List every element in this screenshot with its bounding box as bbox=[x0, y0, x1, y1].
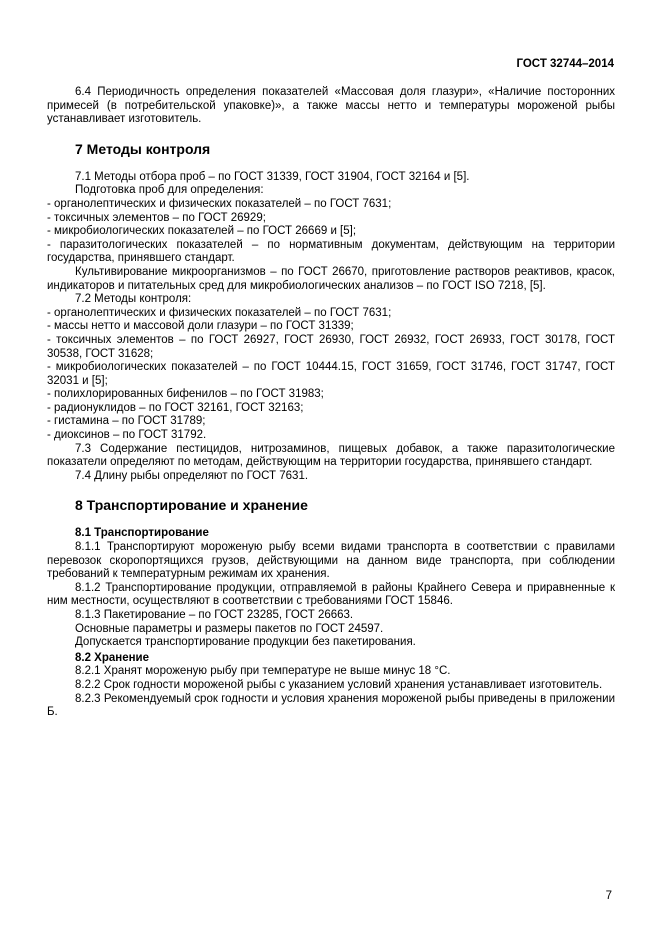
paragraph: 7.3 Содержание пестицидов, нитрозаминов, пищевых добавок, а также паразитологические показатели определяют по методам, действующим на территории государства, принявшего стандарт. bbox=[47, 442, 615, 469]
paragraph: 8.2.3 Рекомендуемый срок годности и условия хранения мороженой рыбы приведены в приложении Б. bbox=[47, 692, 615, 719]
section-heading: 8 Транспортирование и хранение bbox=[75, 497, 308, 514]
paragraph: Подготовка проб для определения: bbox=[75, 184, 264, 197]
paragraph: Культивирование микроорганизмов – по ГОСТ 26670, приготовление растворов реактивов, красок, индикаторов и питательных сред для микробиологических анализов – по ГОСТ ISO 7218, [5]. bbox=[47, 265, 615, 292]
list-item: - органолептических и физических показателей – по ГОСТ 7631; bbox=[47, 197, 392, 210]
list-item: - токсичных элементов – по ГОСТ 26927, ГОСТ 26930, ГОСТ 26932, ГОСТ 26933, ГОСТ 30178, ГОСТ 30538, ГОСТ 31628; bbox=[47, 333, 615, 360]
paragraph: 6.4 Периодичность определения показателей «Массовая доля глазури», «Наличие посторонних примесей (в потребительской упаковке)», а также массы нетто и температуры мороженой рыбы устанавливает изготовитель. bbox=[47, 86, 615, 126]
paragraph: 8.1.2 Транспортирование продукции, отправляемой в районы Крайнего Севера и приравненные к ним местности, осуществляют в соответствии с требованиями ГОСТ 15846. bbox=[47, 581, 615, 608]
list-item: - органолептических и физических показателей – по ГОСТ 7631; bbox=[47, 306, 392, 319]
list-item: - паразитологических показателей – по нормативным документам, действующим на территории государства, принявшего стандарт. bbox=[47, 238, 615, 265]
document-header-standard-number: ГОСТ 32744–2014 bbox=[516, 58, 614, 70]
paragraph: 7.2 Методы контроля: bbox=[75, 293, 192, 306]
subsection-heading: 8.1 Транспортирование bbox=[75, 527, 209, 540]
list-item: - микробиологических показателей – по ГОСТ 26669 и [5]; bbox=[47, 225, 357, 238]
paragraph: Допускается транспортирование продукции без пакетирования. bbox=[75, 636, 416, 649]
document-body bbox=[47, 86, 615, 720]
paragraph: 8.2.2 Срок годности мороженой рыбы с указанием условий хранения устанавливает изготовитель. bbox=[75, 678, 603, 691]
list-item: - гистамина – по ГОСТ 31789; bbox=[47, 415, 206, 428]
paragraph: 8.1.3 Пакетирование – по ГОСТ 23285, ГОСТ 26663. bbox=[75, 609, 354, 621]
paragraph: Основные параметры и размеры пакетов по ГОСТ 24597. bbox=[75, 622, 384, 635]
paragraph: 8.1.1 Транспортируют мороженую рыбу всеми видами транспорта в соответствии с правилами перевозок скоропортящихся грузов, действующими на данном виде транспорта, при соблюдении требований к температурным режимам их хранения. bbox=[47, 541, 615, 581]
subsection-heading: 8.2 Хранение bbox=[75, 651, 150, 664]
list-item: - массы нетто и массовой доли глазури – по ГОСТ 31339; bbox=[47, 320, 354, 333]
section-heading: 7 Методы контроля bbox=[75, 140, 211, 157]
list-item: - микробиологических показателей – по ГОСТ 10444.15, ГОСТ 31659, ГОСТ 31746, ГОСТ 31747, ГОСТ 32031 и [5]; bbox=[47, 361, 615, 387]
paragraph: 7.1 Методы отбора проб – по ГОСТ 31339, ГОСТ 31904, ГОСТ 32164 и [5]. bbox=[75, 170, 470, 183]
list-item: - диоксинов – по ГОСТ 31792. bbox=[47, 429, 207, 442]
paragraph: 7.4 Длину рыбы определяют по ГОСТ 7631. bbox=[75, 469, 309, 482]
page-number: 7 bbox=[605, 890, 612, 903]
paragraph: 8.2.1 Хранят мороженую рыбу при температуре не выше минус 18 °С. bbox=[75, 665, 451, 678]
list-item: - радионуклидов – по ГОСТ 32161, ГОСТ 32163; bbox=[47, 401, 304, 414]
list-item: - полихлорированных бифенилов – по ГОСТ 31983; bbox=[47, 388, 324, 401]
list-item: - токсичных элементов – по ГОСТ 26929; bbox=[47, 211, 266, 224]
